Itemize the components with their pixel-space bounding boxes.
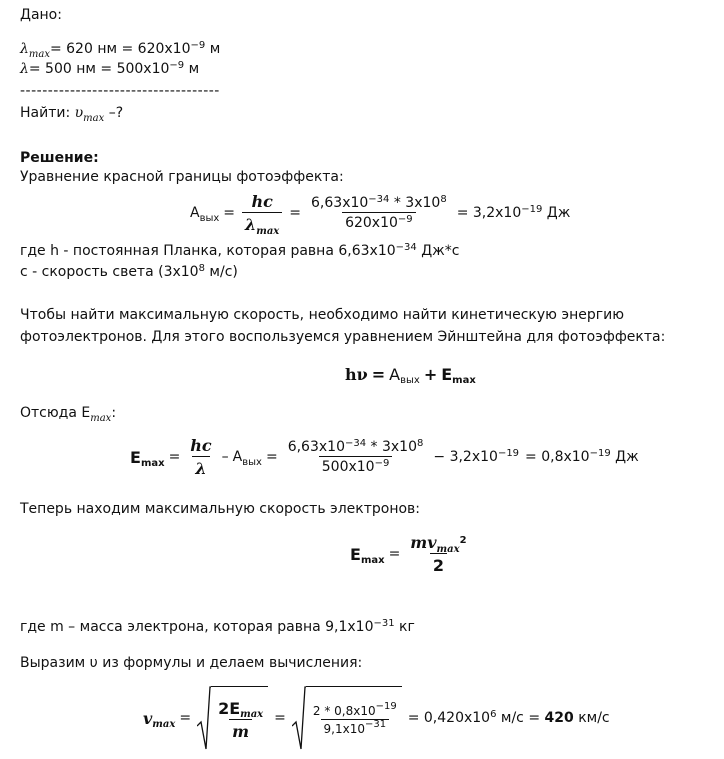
eq2-work: $А_{вых}$ — [389, 364, 420, 386]
given-lambda-max — [20, 40, 220, 58]
sqrt-icon — [197, 686, 211, 750]
eq1-fraction-hc-lambda: $\frac{hc}{\lambda_{max}}$ — [242, 192, 282, 234]
planck-line: где h - постоянная Планка, которая равна $6,63х10^{-34}$ Дж*с — [20, 241, 460, 259]
eq5-equals: = — [179, 710, 192, 726]
eq3-equals: = — [168, 449, 181, 465]
eq3-work: $А_{вых}$ — [232, 449, 262, 468]
eq4-fraction: $\frac{mv_{max}^2}{2}$ — [410, 533, 467, 575]
lambda-symbol: λ — [20, 61, 29, 77]
eq4-energy: $E_{max}$ — [350, 544, 385, 566]
eq2-plus: + — [423, 364, 438, 384]
given-lambda — [20, 60, 199, 78]
eq5-sqrt-symbolic: $\frac{2E_{max}}{m}$ — [197, 686, 268, 750]
paragraph-line-1: Чтобы найти максимальную скорость, необходимо найти кинетическую энергию — [20, 307, 624, 323]
lambda-symbol: λ — [20, 41, 29, 57]
light-speed-line: с - скорость света ($3х10^8$ м/с) — [20, 262, 238, 280]
find-line — [20, 104, 123, 122]
find-tail: –? — [104, 105, 124, 121]
eq5-equals-2: = — [274, 710, 286, 726]
velocity-symbol: υ — [74, 105, 84, 121]
eq3-fraction-hc-lambda: $\frac{hc}{\lambda}$ — [190, 436, 212, 478]
speed-text: Теперь находим максимальную скорость электронов: — [20, 501, 421, 517]
electron-mass-line: где m – масса электрона, которая равна $9,1х10^{-31}$ кг — [20, 617, 415, 635]
hence-line: Отсюда $E_{max}$: — [20, 405, 117, 424]
eq5-result: = $0,420х10^6$ м/с = 420 км/с — [407, 708, 610, 726]
velocity-equation — [143, 684, 610, 752]
express-text: Выразим υ из формулы и делаем вычисления: — [20, 655, 363, 671]
find-label: Найти: — [20, 105, 75, 121]
einstein-equation — [345, 362, 476, 386]
eq5-sqrt-numeric: $\frac{2 * 0,8х10^{-19}}{9,1х10^{-31}}$ — [292, 686, 402, 750]
work-function-equation — [190, 190, 570, 236]
separator: ------------------------------------ — [20, 83, 220, 99]
velocity-subscript: max — [83, 112, 105, 124]
eq1-fraction-numeric: $\frac{6,63х10^{-34} * 3х10^8}{620х10^{-9}}$ — [311, 193, 447, 231]
eq1-equals: = — [223, 205, 236, 221]
eq3-result: = $0,8х10^{-19}$ Дж — [525, 447, 639, 465]
paragraph-line-2: фотоэлектронов. Для этого воспользуемся уравнением Эйнштейна для фотоэффекта: — [20, 329, 666, 345]
solution-heading: Решение: — [20, 150, 99, 166]
eq3-minus-term: − $3,2х10^{-19}$ — [433, 447, 520, 465]
eq1-lhs: $А_{вых}$ — [190, 205, 220, 224]
kinetic-energy-formula — [350, 528, 473, 580]
eq3-energy: $E_{max}$ — [130, 447, 165, 469]
lambda-value: = 500 нм = 500х10 — [28, 61, 170, 77]
lambda-subscript: max — [28, 48, 50, 60]
given-heading: Дано: — [20, 7, 62, 23]
eq3-equals-2: = — [265, 449, 278, 465]
eq3-fraction-numeric: $\frac{6,63х10^{-34} * 3х10^8}{500х10^{-9}}$ — [287, 437, 424, 475]
lambda-max-unit: м — [205, 41, 221, 57]
lambda-max-value: = 620 нм = 620х10 — [49, 41, 191, 57]
lambda-exponent: −9 — [169, 59, 185, 71]
eq2-hv: hν — [345, 364, 368, 384]
lambda-max-exponent: −9 — [190, 39, 206, 51]
eq2-equals: = — [371, 364, 386, 384]
eq1-equals-2: = — [289, 205, 302, 221]
eq5-velocity: $v_{max}$ — [143, 708, 176, 730]
sqrt-icon — [292, 686, 306, 750]
kinetic-energy-equation — [130, 432, 639, 482]
eq3-minus: – — [221, 449, 229, 465]
eq1-result: = $3,2х10^{-19}$ Дж — [456, 203, 571, 221]
eq4-equals: = — [388, 546, 401, 562]
eq2-energy: $E_{max}$ — [441, 364, 476, 386]
lambda-unit: м — [184, 61, 200, 77]
red-border-text: Уравнение красной границы фотоэффекта: — [20, 169, 344, 185]
